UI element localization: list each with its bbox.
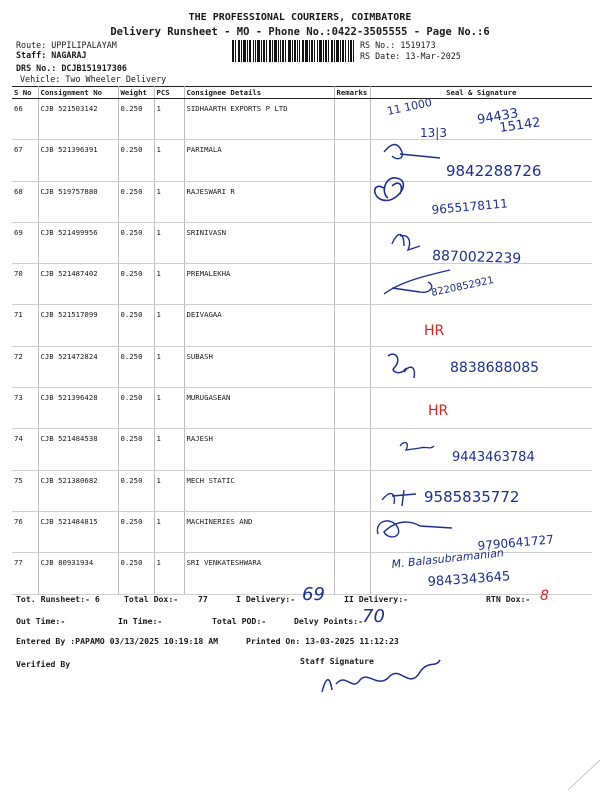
cell-signature bbox=[370, 470, 592, 511]
rtn-dox-value: 8 bbox=[540, 588, 549, 604]
table-row bbox=[12, 511, 592, 552]
table-row bbox=[12, 470, 592, 511]
staff-label: Staff: NAGARAJ bbox=[16, 50, 87, 60]
cell-sno: 71 bbox=[12, 305, 38, 346]
cell-consignment: CJB 521396391 bbox=[38, 140, 118, 181]
cell-remarks bbox=[334, 511, 370, 552]
cell-weight: 0.250 bbox=[118, 511, 154, 552]
cell-remarks bbox=[334, 553, 370, 594]
cell-consignment: CJB 521503142 bbox=[38, 99, 118, 140]
cell-weight: 0.250 bbox=[118, 305, 154, 346]
table-row bbox=[12, 222, 592, 263]
cell-consignee: SUBASH bbox=[184, 346, 334, 387]
col-sno: S No bbox=[12, 87, 38, 99]
col-consignment: Consignment No bbox=[38, 87, 118, 99]
cell-consignee: MECH STATIC bbox=[184, 470, 334, 511]
cell-consignment: CJB 521484538 bbox=[38, 429, 118, 470]
col-pcs: PCS bbox=[154, 87, 184, 99]
table-row bbox=[12, 429, 592, 470]
rs-number: RS No.: 1519173 bbox=[360, 40, 436, 50]
cell-consignee: RAJESH bbox=[184, 429, 334, 470]
cell-signature bbox=[370, 140, 592, 181]
delvy-points-value: 70 bbox=[362, 606, 385, 627]
i-delivery-value: 69 bbox=[302, 584, 325, 605]
cell-signature bbox=[370, 511, 592, 552]
cell-consignee: PARIMALA bbox=[184, 140, 334, 181]
hw-row74: 9443463784 bbox=[452, 450, 535, 465]
cell-sno: 77 bbox=[12, 553, 38, 594]
barcode-icon bbox=[232, 40, 354, 62]
cell-signature bbox=[370, 553, 592, 594]
cell-consignment: CJB 521472824 bbox=[38, 346, 118, 387]
cell-consignee: SRI VENKATESHWARA bbox=[184, 553, 334, 594]
cell-consignment: CJB 521484815 bbox=[38, 511, 118, 552]
cell-weight: 0.250 bbox=[118, 429, 154, 470]
table-row bbox=[12, 388, 592, 429]
hw-row76: 9790641727 bbox=[477, 532, 555, 553]
entered-by: Entered By :PAPAMO 03/13/2025 10:19:18 AM bbox=[16, 636, 219, 646]
cell-pcs: 1 bbox=[154, 470, 184, 511]
hw-row70: 8220852921 bbox=[430, 274, 495, 299]
route-label: Route: UPPILIPALAYAM bbox=[16, 40, 117, 50]
col-seal-signature: Seal & Signature bbox=[370, 87, 592, 99]
cell-signature bbox=[370, 264, 592, 305]
cell-remarks bbox=[334, 429, 370, 470]
hw-row77-a: M. Balasubramanian bbox=[390, 546, 505, 571]
cell-remarks bbox=[334, 305, 370, 346]
hw-row67: 9842288726 bbox=[446, 162, 542, 180]
runsheet-table bbox=[12, 86, 592, 595]
cell-sno: 70 bbox=[12, 264, 38, 305]
cell-consignee: MACHINERIES AND bbox=[184, 511, 334, 552]
cell-pcs: 1 bbox=[154, 429, 184, 470]
cell-consignment: CJB 519757880 bbox=[38, 181, 118, 222]
cell-pcs: 1 bbox=[154, 305, 184, 346]
cell-pcs: 1 bbox=[154, 511, 184, 552]
cell-consignee: SRINIVASN bbox=[184, 222, 334, 263]
cell-pcs: 1 bbox=[154, 99, 184, 140]
cell-pcs: 1 bbox=[154, 553, 184, 594]
hw-row66-a: 11 1000 bbox=[385, 95, 434, 118]
table-header-row bbox=[12, 87, 592, 99]
cell-sno: 66 bbox=[12, 99, 38, 140]
total-dox-label: Total Dox:- bbox=[124, 594, 179, 604]
company-title: THE PROFESSIONAL COURIERS, COIMBATORE bbox=[188, 12, 412, 23]
cell-consignee: DEIVAGAA bbox=[184, 305, 334, 346]
paper-crease bbox=[568, 760, 600, 790]
cell-remarks bbox=[334, 388, 370, 429]
cell-pcs: 1 bbox=[154, 181, 184, 222]
cell-pcs: 1 bbox=[154, 222, 184, 263]
cell-consignment: CJB 521517099 bbox=[38, 305, 118, 346]
table-row bbox=[12, 346, 592, 387]
hw-row69: 8870022239 bbox=[431, 248, 522, 268]
in-time: In Time:- bbox=[118, 616, 163, 626]
cell-pcs: 1 bbox=[154, 388, 184, 429]
tot-runsheet: Tot. Runsheet:- 6 bbox=[16, 594, 100, 604]
cell-weight: 0.250 bbox=[118, 388, 154, 429]
rs-date: RS Date: 13-Mar-2025 bbox=[360, 51, 461, 61]
cell-weight: 0.250 bbox=[118, 140, 154, 181]
i-delivery-label: I Delivery:- bbox=[236, 594, 296, 604]
cell-sno: 69 bbox=[12, 222, 38, 263]
cell-consignee: RAJESWARI R bbox=[184, 181, 334, 222]
hw-row66-d: 15142 bbox=[498, 115, 542, 136]
cell-remarks bbox=[334, 346, 370, 387]
table-row bbox=[12, 264, 592, 305]
out-time: Out Time:- bbox=[16, 616, 66, 626]
cell-sno: 68 bbox=[12, 181, 38, 222]
col-consignee: Consignee Details bbox=[184, 87, 334, 99]
cell-weight: 0.250 bbox=[118, 222, 154, 263]
delvy-points-label: Delvy Points:- bbox=[294, 616, 364, 626]
cell-weight: 0.250 bbox=[118, 346, 154, 387]
drs-number: DRS No.: DCJB151917306 bbox=[16, 63, 127, 73]
rtn-dox-label: RTN Dox:- bbox=[486, 594, 531, 604]
cell-remarks bbox=[334, 470, 370, 511]
cell-consignee: SIDHAARTH EXPORTS P LTD bbox=[184, 99, 334, 140]
cell-remarks bbox=[334, 181, 370, 222]
cell-weight: 0.250 bbox=[118, 470, 154, 511]
cell-consignee: PREMALEKHA bbox=[184, 264, 334, 305]
vehicle-label: Vehicle: Two Wheeler Delivery bbox=[20, 74, 167, 84]
cell-consignment: CJB 521396428 bbox=[38, 388, 118, 429]
col-remarks: Remarks bbox=[334, 87, 370, 99]
cell-pcs: 1 bbox=[154, 140, 184, 181]
hw-row75: 9585835772 bbox=[424, 488, 520, 506]
total-pod: Total POD:- bbox=[212, 616, 267, 626]
table-row bbox=[12, 99, 592, 140]
cell-consignment: CJB 80931934 bbox=[38, 553, 118, 594]
cell-sno: 72 bbox=[12, 346, 38, 387]
cell-consignment: CJB 521487402 bbox=[38, 264, 118, 305]
cell-sno: 76 bbox=[12, 511, 38, 552]
table-row bbox=[12, 181, 592, 222]
hw-row77-b: 9843343645 bbox=[427, 569, 511, 590]
hw-row71: HR bbox=[424, 323, 445, 339]
cell-signature bbox=[370, 222, 592, 263]
hw-row72: 8838688085 bbox=[450, 360, 540, 376]
cell-consignee: MURUGASEAN bbox=[184, 388, 334, 429]
cell-signature bbox=[370, 181, 592, 222]
table-row bbox=[12, 305, 592, 346]
cell-consignment: CJB 521499956 bbox=[38, 222, 118, 263]
cell-remarks bbox=[334, 140, 370, 181]
cell-weight: 0.250 bbox=[118, 264, 154, 305]
cell-signature bbox=[370, 346, 592, 387]
printed-on: Printed On: 13-03-2025 11:12:23 bbox=[246, 636, 399, 646]
cell-weight: 0.250 bbox=[118, 181, 154, 222]
cell-signature bbox=[370, 429, 592, 470]
table-row bbox=[12, 140, 592, 181]
cell-weight: 0.250 bbox=[118, 553, 154, 594]
hw-row68: 9655178111 bbox=[431, 196, 509, 217]
col-weight: Weight bbox=[118, 87, 154, 99]
hw-row66-c: 13|3 bbox=[420, 126, 447, 140]
cell-signature bbox=[370, 388, 592, 429]
cell-remarks bbox=[334, 264, 370, 305]
hw-row66-b: 94433 bbox=[476, 105, 520, 128]
cell-consignment: CJB 521380682 bbox=[38, 470, 118, 511]
verified-by: Verified By bbox=[16, 659, 71, 669]
hw-row73: HR bbox=[428, 403, 449, 419]
cell-remarks bbox=[334, 99, 370, 140]
total-dox-value: 77 bbox=[198, 594, 208, 604]
cell-weight: 0.250 bbox=[118, 99, 154, 140]
cell-sno: 67 bbox=[12, 140, 38, 181]
staff-signature-label: Staff Signature bbox=[300, 656, 374, 666]
runsheet-subtitle: Delivery Runsheet - MO - Phone No.:0422-3505555 - Page No.:6 bbox=[110, 26, 490, 38]
ii-delivery-label: II Delivery:- bbox=[344, 594, 409, 604]
cell-sno: 73 bbox=[12, 388, 38, 429]
cell-sno: 75 bbox=[12, 470, 38, 511]
cell-signature bbox=[370, 305, 592, 346]
cell-remarks bbox=[334, 222, 370, 263]
cell-pcs: 1 bbox=[154, 346, 184, 387]
cell-pcs: 1 bbox=[154, 264, 184, 305]
cell-sno: 74 bbox=[12, 429, 38, 470]
cell-signature bbox=[370, 99, 592, 140]
